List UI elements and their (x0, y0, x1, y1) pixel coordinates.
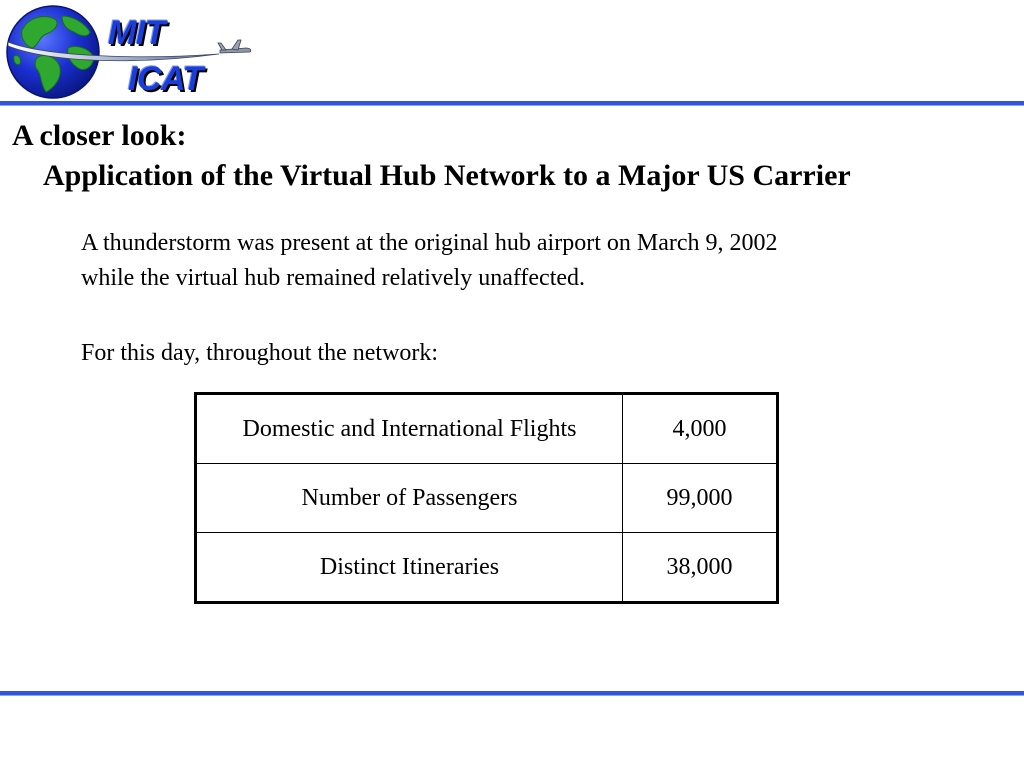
row-value-flights: 4,000 (623, 394, 778, 464)
row-value-itineraries: 38,000 (623, 533, 778, 603)
header-divider (0, 101, 1024, 106)
row-label-flights: Domestic and International Flights (196, 394, 623, 464)
slide-subtitle: Application of the Virtual Hub Network to a Major US Carrier (43, 159, 851, 192)
table-row (196, 464, 778, 533)
slide-title: A closer look: (12, 119, 187, 152)
table-row (196, 394, 778, 464)
table-row (196, 533, 778, 603)
table-intro-text: For this day, throughout the network: (81, 340, 439, 366)
footer-divider (0, 691, 1024, 696)
airplane-icon (218, 40, 251, 53)
intro-paragraph-line-1: A thunderstorm was present at the original hub airport on March 9, 2002 (81, 230, 778, 256)
mit-icat-logo (4, 2, 264, 102)
row-label-passengers: Number of Passengers (196, 464, 623, 533)
row-label-itineraries: Distinct Itineraries (196, 533, 623, 603)
logo-mit-text: MIT (108, 14, 166, 52)
network-stats-table (194, 392, 779, 604)
row-value-passengers: 99,000 (623, 464, 778, 533)
intro-paragraph-line-2: while the virtual hub remained relatively unaffected. (81, 265, 586, 291)
logo-icat-text: ICAT (128, 60, 203, 98)
